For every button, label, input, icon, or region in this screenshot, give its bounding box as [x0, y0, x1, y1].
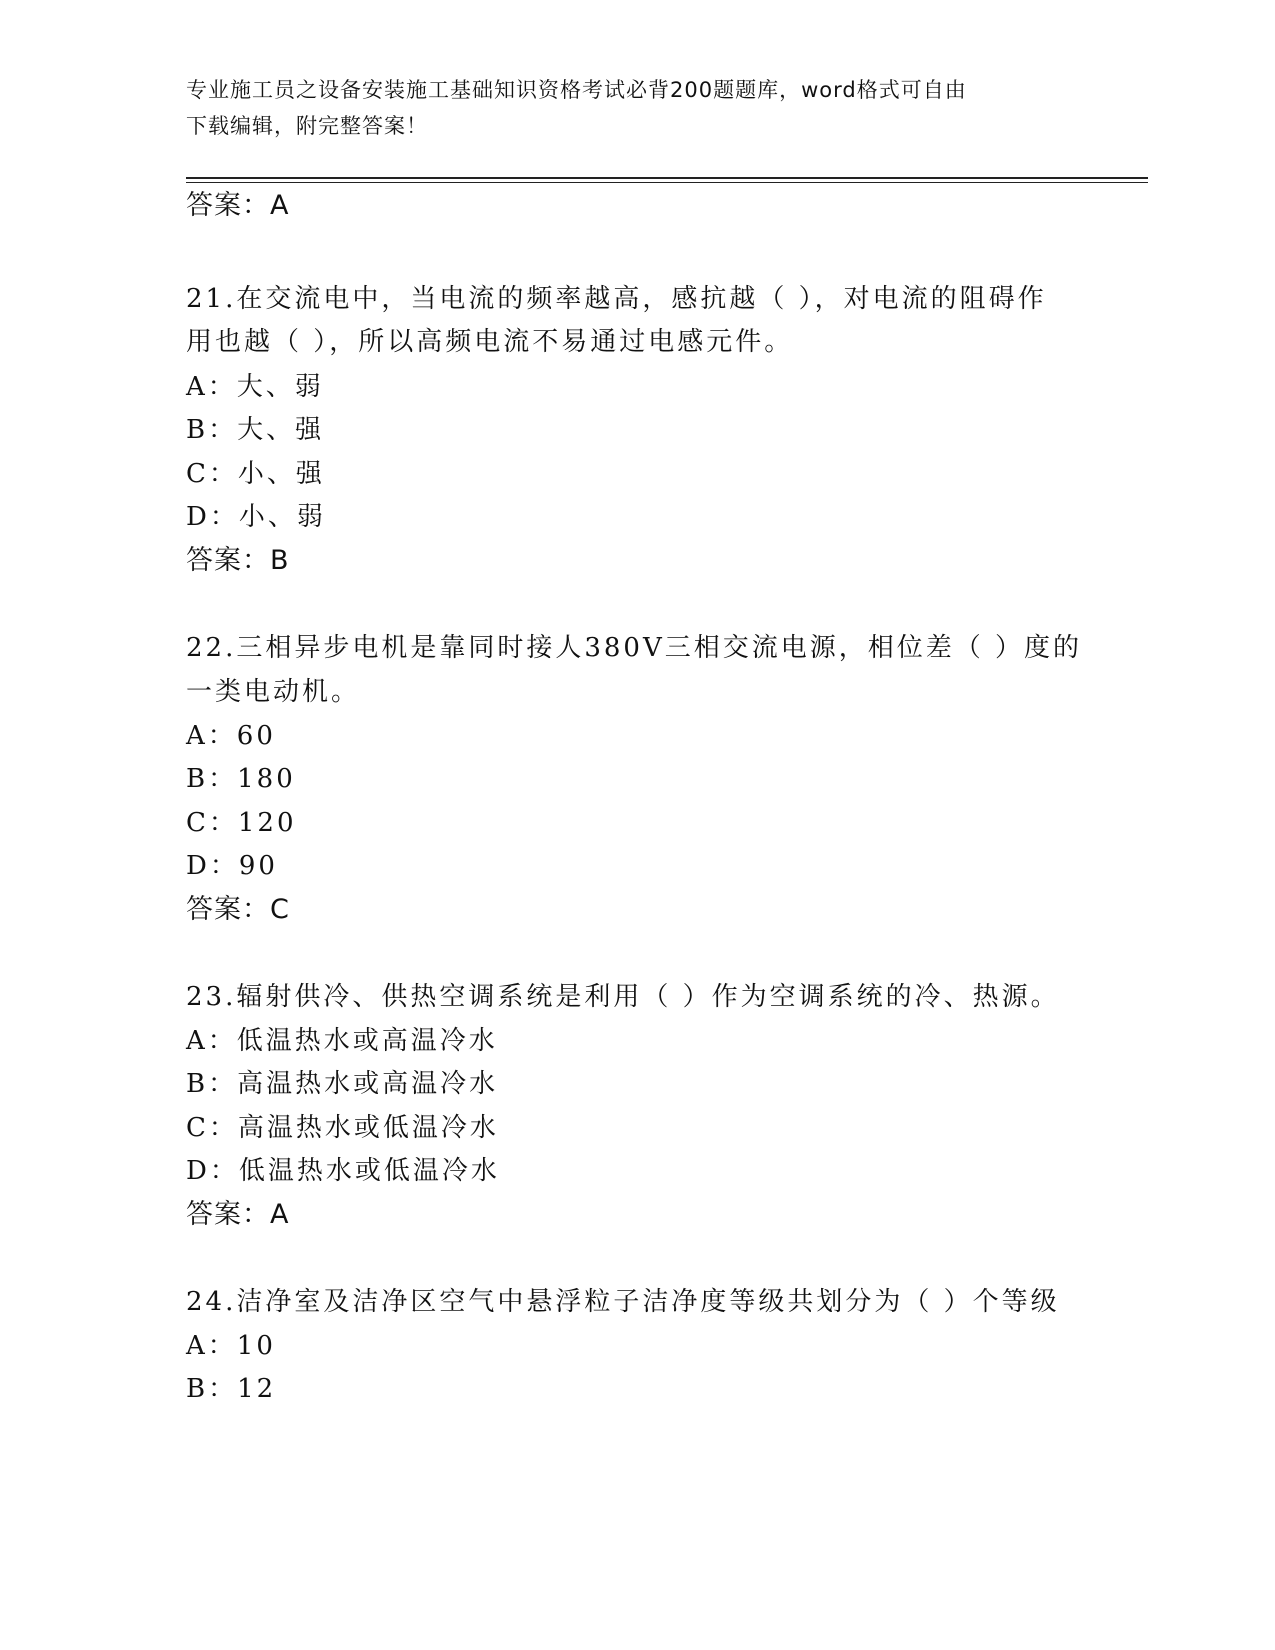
- option-b: B：12: [186, 1374, 277, 1404]
- option-b: B：180: [186, 764, 296, 794]
- option-a: A：60: [186, 721, 276, 751]
- header-line-2: 下载编辑，附完整答案！: [186, 114, 428, 138]
- question-stem: 一类电动机。: [186, 677, 361, 707]
- header-line-1: 专业施工员之设备安装施工基础知识资格考试必背200题题库，word格式可自由: [186, 78, 967, 102]
- option-a: A：大、弱: [186, 372, 324, 402]
- question-stem: 22.三相异步电机是靠同时接人380V三相交流电源，相位差（ ）度的: [186, 633, 1083, 663]
- option-c: C：120: [186, 808, 297, 838]
- option-c: C：高温热水或低温冷水: [186, 1113, 499, 1143]
- answer-label: 答案：B: [186, 545, 290, 576]
- option-b: B：大、强: [186, 415, 325, 445]
- option-a: A：10: [186, 1331, 276, 1361]
- answer-label: 答案：C: [186, 894, 290, 925]
- answer-label: 答案：A: [186, 190, 290, 221]
- option-d: D：小、弱: [186, 502, 326, 532]
- document-header: [186, 72, 1066, 144]
- option-b: B：高温热水或高温冷水: [186, 1069, 499, 1099]
- option-d: D：低温热水或低温冷水: [186, 1156, 500, 1186]
- option-c: C：小、强: [186, 459, 325, 489]
- question-stem: 用也越（ ），所以高频电流不易通过电感元件。: [186, 327, 794, 357]
- question-stem: 23.辐射供冷、供热空调系统是利用（ ）作为空调系统的冷、热源。: [186, 982, 1060, 1012]
- answer-label: 答案：A: [186, 1199, 290, 1230]
- header-rule-thin: [186, 182, 1148, 183]
- header-rule-thick: [186, 177, 1148, 179]
- question-stem: 24.洁净室及洁净区空气中悬浮粒子洁净度等级共划分为（ ）个等级: [186, 1287, 1060, 1317]
- question-stem: 21.在交流电中，当电流的频率越高，感抗越（ ），对电流的阻碍作: [186, 284, 1047, 314]
- option-d: D：90: [186, 851, 278, 881]
- option-a: A：低温热水或高温冷水: [186, 1026, 498, 1056]
